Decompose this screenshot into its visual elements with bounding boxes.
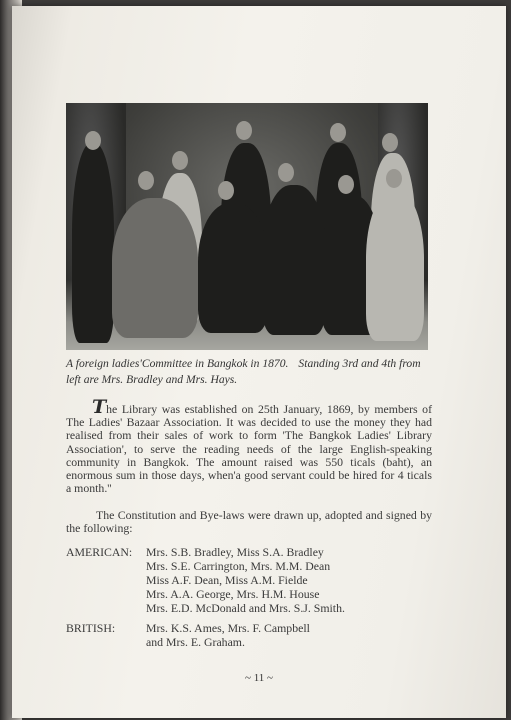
nationality-label: AMERICAN: (66, 545, 133, 559)
caption-part1: A foreign ladies'Committee in Bangkok in 1870. (66, 357, 289, 370)
photo-figure-head (218, 181, 234, 200)
photo-figure-head (382, 133, 398, 152)
photo-figure (72, 143, 114, 343)
signer-line: Mrs. E.D. McDonald and Mrs. S.J. Smith. (146, 601, 345, 615)
signer-line: Mrs. A.A. George, Mrs. H.M. House (146, 587, 320, 601)
signer-line: and Mrs. E. Graham. (146, 635, 245, 649)
photo-figure (198, 203, 268, 333)
signer-line: Mrs. K.S. Ames, Mrs. F. Campbell (146, 621, 310, 635)
signers-group-british (66, 621, 436, 649)
photo-figure-head (278, 163, 294, 182)
photo-figure-head (172, 151, 188, 170)
photo-figure-head (85, 131, 101, 150)
photo-figure-head (236, 121, 252, 140)
photo-figure-head (330, 123, 346, 142)
paragraph-constitution (66, 509, 432, 535)
signers-group-american (66, 545, 436, 615)
signer-names (146, 621, 310, 649)
photo-figure-head (138, 171, 154, 190)
signer-names (146, 545, 345, 615)
page-number: ~ 11 ~ (245, 672, 273, 684)
paragraph1-text: he Library was established on 25th January, 1869, by members of The Ladies' Bazaar Association. It was decided to use the money they had realised from their sales of work to form 'The Bangkok Ladies' Library Association', to serve the reading needs of the large English-speaking community in Bangkok. The amount raised was 550 ticals (baht), an enormous sum in those days, when'a good servant could be hired for 4 ticals a month.'' (66, 402, 432, 496)
paragraph-library-history (66, 396, 432, 496)
signers-list (66, 545, 436, 649)
photo-figure-head (386, 169, 402, 188)
committee-photograph (66, 103, 428, 350)
signer-line: Mrs. S.E. Carrington, Mrs. M.M. Dean (146, 559, 331, 573)
signer-line: Mrs. S.B. Bradley, Miss S.A. Bradley (146, 545, 324, 559)
photo-figure (112, 198, 198, 338)
nationality-label: BRITISH: (66, 621, 116, 635)
paragraph2-text: The Constitution and Bye-laws were drawn up, adopted and signed by the following: (66, 508, 432, 536)
signer-line: Miss A.F. Dean, Miss A.M. Fielde (146, 573, 308, 587)
photo-figure (262, 185, 326, 335)
photo-figure-head (338, 175, 354, 194)
photo-figure (366, 191, 424, 341)
photo-caption (66, 356, 438, 388)
drop-cap: T (92, 396, 107, 418)
caption-part2: Standing 3rd and 4th from (298, 357, 421, 370)
caption-line2: left are Mrs. Bradley and Mrs. Hays. (66, 373, 238, 386)
